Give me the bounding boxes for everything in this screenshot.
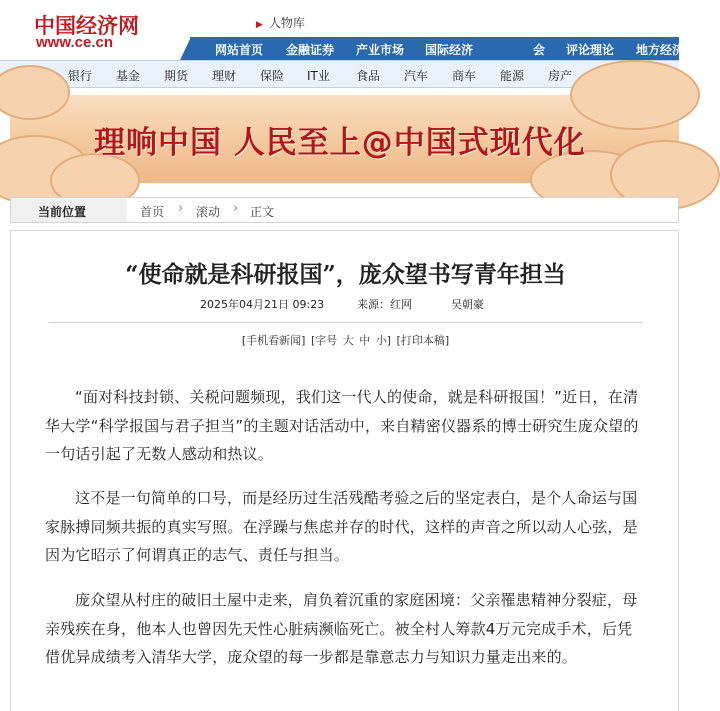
font-small-link[interactable]: 小] [375,334,392,347]
nav-secondary-item[interactable]: 汽车 [404,69,429,83]
nav-primary-item[interactable]: 地方经济 [636,43,685,57]
nav-secondary-item[interactable]: 银行 [68,69,93,83]
nav-primary [190,37,685,60]
triangle-right-icon: ▶ [256,20,263,30]
top-crumb[interactable]: ▶ 人物库 [256,16,305,30]
nav-primary-item[interactable]: 会 [533,43,546,57]
nav-secondary-item[interactable]: 能源 [500,69,525,83]
breadcrumb [10,197,679,223]
site-logo[interactable]: 中国经济网 [34,13,139,38]
nav-secondary-item[interactable]: 理财 [212,69,237,83]
nav-secondary-item[interactable]: 期货 [164,69,189,83]
nav-primary-item[interactable]: 金融证券 [286,43,335,57]
breadcrumb-scroll[interactable]: 滚动 [196,205,221,219]
print-link[interactable]: [打印本稿] [396,334,450,347]
nav-secondary-item[interactable]: 房产 [548,69,573,83]
article-date: 2025年04月21日 09:23 [200,298,325,311]
chevron-right-icon: › [178,201,184,216]
nav-secondary-item[interactable]: 保险 [260,69,285,83]
article-paragraph: 庞众望从村庄的破旧土屋中走来，肩负着沉重的家庭困境：父亲罹患精神分裂症，母亲残疾在身，他本人也曾因先天性心脏病濒临死亡。被全村人筹款4万元完成手术，后凭借优异成绩考入清华大学，庞众望的每一步都是靠意志力与知识力量走出来的。 [45,591,638,666]
cloud-decoration [570,60,700,130]
article-paragraph: 这不是一句简单的口号，而是经历过生活残酷考验之后的坚定表白，是个人命运与国家脉搏同频共振的真实写照。在浮躁与焦虑并存的时代，这样的声音之所以动人心弦，是因为它昭示了何谓真正的志气、责任与担当。 [45,489,638,564]
font-medium-link[interactable]: 中 [359,334,371,347]
nav-primary-item[interactable]: 产业市场 [356,43,405,57]
article [10,230,679,711]
divider [49,322,643,323]
nav-secondary-item[interactable]: 商车 [452,69,477,83]
article-author: 吴朝豪 [451,298,484,311]
cloud-decoration [0,65,70,120]
article-paragraph: “面对科技封锁、关税问题频现，我们这一代人的使命，就是科研报国！”近日，在清华大学“科学报国与君子担当”的主题对话活动中，来自精密仪器系的博士研究生庞众望的一句话引起了无数人感动和热议。 [45,388,639,463]
article-source: 来源：红网 [357,298,412,311]
article-tools [11,332,680,348]
nav-primary-item[interactable]: 评论理论 [566,43,615,57]
mobile-view-link[interactable]: [手机看新闻] [241,334,306,347]
nav-secondary-item[interactable]: 基金 [116,69,141,83]
nav-secondary-item[interactable]: 食品 [356,69,381,83]
nav-primary-item[interactable]: 国际经济 [425,43,474,57]
nav-primary-item[interactable]: 网站首页 [215,43,264,57]
breadcrumb-home[interactable]: 首页 [140,205,165,219]
chevron-right-icon: › [233,201,239,216]
font-large-link[interactable]: 大 [342,334,354,347]
banner[interactable] [10,95,679,183]
site-logo-url[interactable]: www.ce.cn [36,34,113,51]
article-title: “使命就是科研报国”，庞众望书写青年担当 [125,261,566,288]
nav-secondary-item[interactable]: IT业 [307,69,330,83]
banner-slogan: 理响中国 人民至上@中国式现代化 [94,125,586,161]
breadcrumb-current: 正文 [250,205,275,219]
font-size-label: [字号 [310,334,338,347]
breadcrumb-label: 当前位置 [11,198,127,222]
